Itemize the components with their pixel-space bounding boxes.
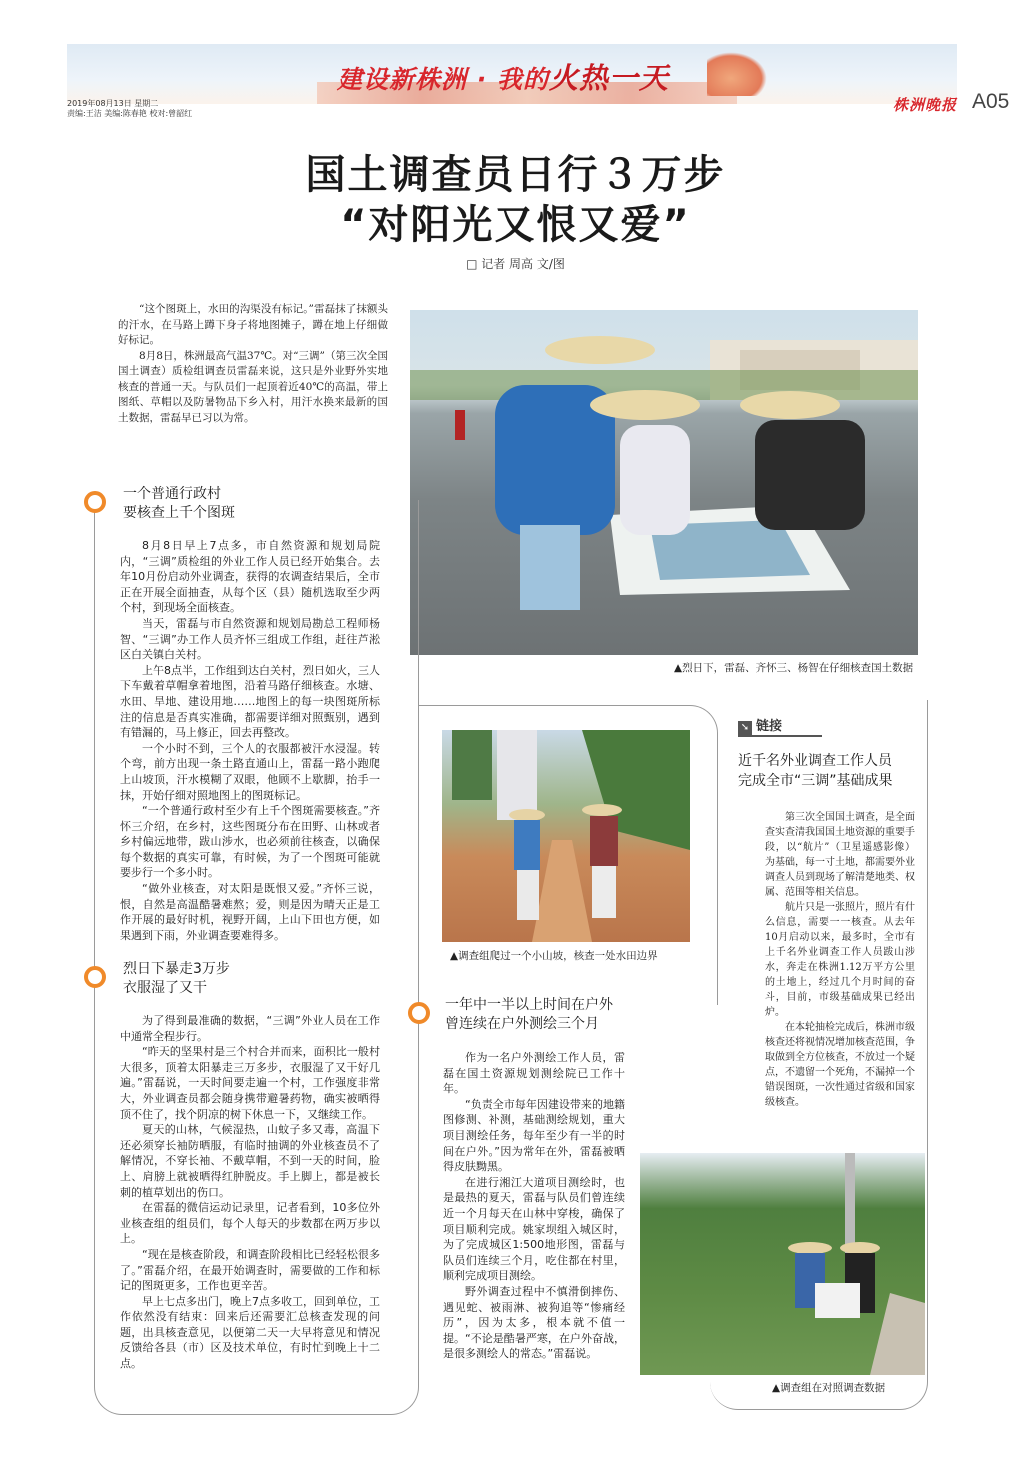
section-1-body [120,538,380,943]
body-paragraph: “做外业核查，对太阳是既恨又爱。”齐怀三说，恨，自然是高温酷暑难熬；爱，则是因为晴天正是工作开展的最好时机，视野开阔，上山下田也方便，如果遇到下雨，外业调查要难得多。 [120,882,380,942]
column-title-part-1: 建设新株洲 · 我的 [337,65,549,94]
sidebar-body [765,810,915,1110]
arrow-icon: ➘ [738,721,752,735]
body-paragraph: 上午8点半，工作组到达白关村，烈日如火，三人下车戴着草帽拿着地图，沿着马路仔细核查。水塘、水田、旱地、建设用地……地图上的每一块图斑所标注的信息是否真实准确，都需要详细对照甄别，遇到有错漏的，马上修正，回去再整改。 [120,663,380,740]
column-title [337,56,669,97]
section-2-title-line-1: 烈日下暴走3万步 [123,961,230,977]
section-marker-icon [408,1002,430,1024]
body-paragraph: 8月8日早上7点多，市自然资源和规划局院内，“三调”质检组的外业工作人员已经开始集合。去年10月份启动外业调查，获得的农调查结果后，全市正在开展全面抽查，从每个区（县）随机选取至少两个村，到现场全面核查。 [120,539,380,615]
section-marker-icon [84,491,106,513]
main-photo-scene [410,310,918,655]
hillside-photo [442,730,690,942]
field-scene [640,1153,925,1375]
sidebar-title-line-2: 完成全市“三调”基础成果 [738,773,893,789]
sidebar-paragraph: 第三次全国国土调查，是全面查实查清我国国土地资源的重要手段，以“航片”（卫星遥感影像）为基础，每一寸土地，都需要外业调查人员到现场了解清楚地类、权属、范围等相关信息。 [765,812,915,898]
lead-paragraph: 8月8日，株洲最高气温37℃。对“三调”（第三次全国国土调查）质检组调查员雷磊来说，这只是外业野外实地核查的普通一天。与队员们一起顶着近40℃的高温，带上图纸、草帽以及防暑物品下乡入村，用汗水换来最新的国土数据，雷磊早已习以为常。 [118,349,388,424]
headline-line-1: 国土调查员日行３万步 [305,152,726,198]
link-tag-label: 链接 [756,719,783,734]
section-1-title-line-2: 要核查上千个图斑 [123,505,235,521]
sidebar-paragraph: 航片只是一张照片，照片有什么信息，需要一一核查。从去年10月启动以来，最多时，全市有上千名外业调查工作人员跋山涉水，奔走在株洲1.12万平方公里的土地上，经过几个月时间的奋斗，目前，市级基础成果已经出炉。 [765,902,915,1018]
body-paragraph: “一个普通行政村至少有上千个图斑需要核查。”齐怀三介绍，在乡村，这些图斑分布在田野、山林或者乡村偏远地带，跋山涉水，也必须前往核查，以确保每个数据的真实可靠，有时候，为了一个图斑可能就要步行一个多小时。 [120,804,380,880]
section-2-heading [123,960,230,998]
body-paragraph: 在进行湘江大道项目测绘时，也是最热的夏天，雷磊与队员们曾连续近一个月每天在山林中穿梭，确保了项目顺利完成。姚家坝组入城区时，为了完成城区1:500地形图，雷磊与队员们连续三个月，吃住都在村里，顺利完成项目测绘。 [443,1175,625,1283]
body-paragraph: 为了得到最准确的数据，“三调”外业人员在工作中通常全程步行。 [120,1014,380,1043]
body-paragraph: 早上七点多出门，晚上7点多收工，回到单位，工作依然没有结束：回来后还需要汇总核查发现的问题，出具核查意见，以便第二天一大早将意见和情况反馈给各县（市）区及技术单位，有时忙到晚上十二点。 [120,1294,380,1371]
headline-line-2: “对阳光又恨又爱” [340,202,691,248]
lead-paragraph: “这个图斑上，水田的沟渠没有标记。”雷磊抹了抹额头的汗水，在马路上蹲下身子将地图摊子，蹲在地上仔细做好标记。 [118,303,388,346]
sidebar-title-line-1: 近千名外业调查工作人员 [738,753,892,769]
column-title-part-2: 火热一天 [548,61,669,95]
section-2-title-line-2: 衣服湿了又干 [123,980,207,996]
field-photo-caption: ▲调查组在对照调查数据 [772,1382,886,1394]
issue-date: 2019年08月13日 星期二 [67,99,159,108]
related-link-box [738,715,918,791]
body-paragraph: “昨天的坚果村是三个村合并而来，面积比一般村大很多，顶着太阳暴走三万多步，衣服湿了又干好几遍。”雷磊说，一天时间要走遍一个村，工作强度非常大，外业调查员都会随身携带避暑药物，确实被晒得顶不住了，找个阴凉的树下休息一下，又继续工作。 [120,1045,380,1121]
body-paragraph: 在雷磊的微信运动记录里，记者看到，10多位外业核查组的组员们，每个人每天的步数都在两万步以上。 [120,1201,380,1246]
body-paragraph: “负责全市每年因建设带来的地籍图修测、补测，基础测绘规划，重大项目测绘任务，每年至少有一半的时间在户外。”因为常年在外，雷磊被晒得皮肤黝黑。 [443,1097,625,1174]
hillside-photo-caption: ▲调查组爬过一个小山坡，核查一处水田边界 [450,950,658,962]
headline [0,150,1031,250]
section-1-title-line-1: 一个普通行政村 [123,486,221,502]
main-photo-caption: ▲烈日下，雷磊、齐怀三、杨智在仔细核查国土数据 [674,662,914,674]
section-3-title-line-1: 一年中一半以上时间在户外 [445,997,613,1013]
byline: □ 记者 周高 文/图 [466,257,565,271]
editor-credits: 责编:王洁 美编:陈春艳 校对:曾韶红 [67,109,193,118]
body-paragraph: 一个小时不到，三个人的衣服都被汗水浸湿。转个弯，前方出现一条土路直通山上，雷磊一路小跑爬上山坡顶，汗水模糊了双眼，他顾不上歇脚，抬手一抹，开始仔细对照地图上的图斑标记。 [120,741,380,802]
body-paragraph: 作为一名户外测绘工作人员，雷磊在国土资源规划测绘院已工作十年。 [443,1051,625,1096]
section-marker-icon [84,966,106,988]
section-3-body [443,1050,625,1362]
article-lead [118,302,388,426]
main-photo [410,310,918,655]
dateline [67,99,267,119]
body-paragraph: “现在是核查阶段，和调查阶段相比已经轻松很多了。”雷磊介绍，在最开始调查时，需要做的工作和标记的图斑更多，工作也更辛苦。 [120,1247,380,1293]
section-1-heading [123,485,235,523]
hillside-scene [442,730,690,942]
section-2-body [120,1013,380,1372]
section-3-heading [445,996,613,1034]
body-paragraph: 野外调查过程中不慎滑倒摔伤、遇见蛇、被雨淋、被狗追等“惨痛经历”，因为太多，根本就不值一提。“不论是酷暑严寒，在户外奋战，是很多测绘人的常态。”雷磊说。 [443,1284,625,1361]
sidebar-title [738,751,918,791]
masthead-logo: 株洲晚报 [893,96,958,114]
field-photo [640,1153,925,1375]
page-number: A05 [972,90,1010,113]
sidebar-paragraph: 在本轮抽检完成后，株洲市级核查还将视情况增加核查范围，争取做到全方位核查，不放过一个疑点，不遗留一个死角，不漏掉一个错误图斑，一次性通过省级和国家级核查。 [765,1022,915,1108]
body-paragraph: 当天，雷磊与市自然资源和规划局勘总工程师杨智、“三调”办工作人员齐怀三组成工作组，赶往芦淞区白关镇白关村。 [120,616,380,662]
section-3-title-line-2: 曾连续在户外测绘三个月 [445,1016,599,1032]
hand-icon [707,52,767,96]
body-paragraph: 夏天的山林，气候湿热，山蚊子多又毒，高温下还必须穿长袖防晒服，有临时抽调的外业核查员不了解情况，不穿长袖、不戴草帽，不到一天的时间，脸上、肩膀上就被晒得红肿脱皮。手上脚上，都是被长刺的植草划出的伤口。 [120,1123,380,1199]
link-tag [738,715,822,737]
